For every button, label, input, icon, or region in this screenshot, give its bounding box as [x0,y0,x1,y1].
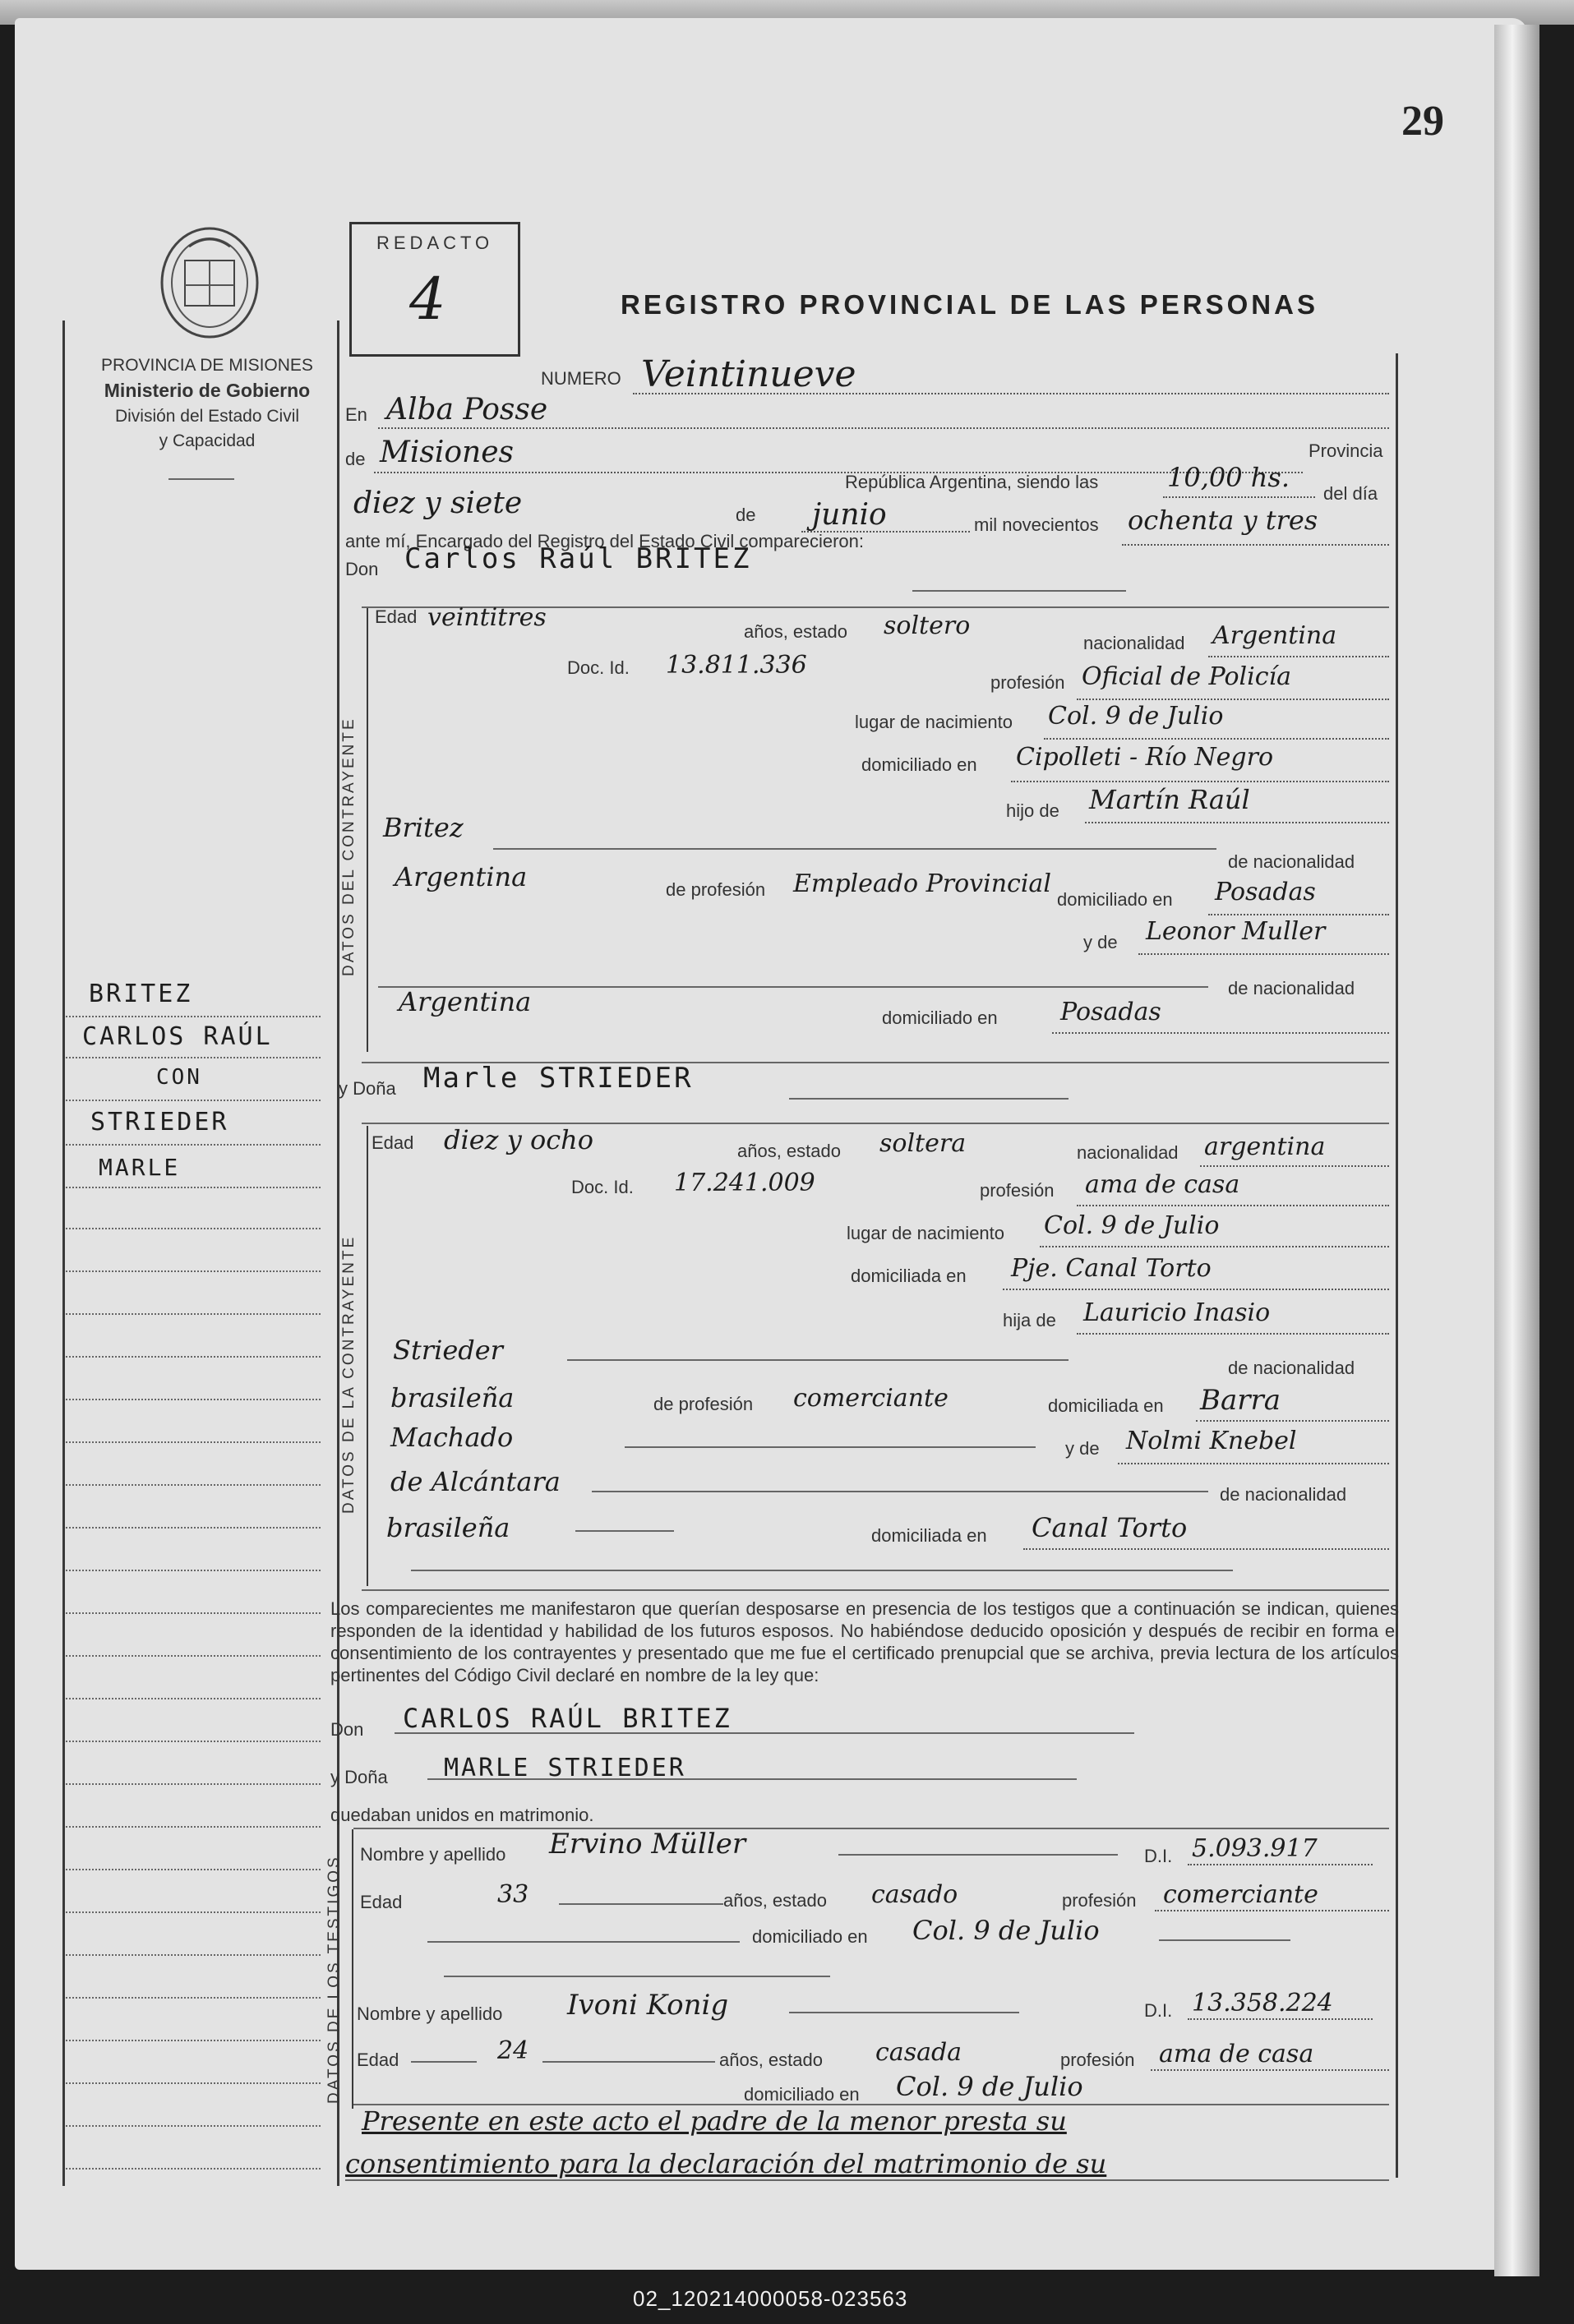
don-label: Don [345,559,379,579]
groom-hijo-label: hijo de [1006,800,1059,821]
groom-padre-apellido: Britez [383,812,464,843]
bride-hija-label: hija de [1003,1310,1056,1330]
margin-note-line-1: BRITEZ [89,980,193,1008]
mes-value: junio [812,498,887,532]
w1-nombre: Ervino Müller [549,1828,746,1861]
bride-madre-dom: Canal Torto [1032,1512,1188,1543]
bride-padre-apellido: Strieder [393,1335,503,1366]
bride-padre-dom-2: Machado [390,1422,514,1453]
groom-nac-label: nacionalidad [1083,633,1185,653]
groom-padre-nac: Argentina [395,861,528,892]
groom-estado-value: soltero [884,611,971,640]
w1-dom-label: domiciliado en [752,1926,868,1947]
groom-name: Carlos Raúl BRITEZ [404,542,752,575]
margin-note-line-2: CARLOS RAÚL [82,1022,273,1051]
bride-lugar-label: lugar de nacimiento [847,1223,1005,1243]
w2-di: 13.358.224 [1192,1989,1333,2017]
bride-dom-label: domiciliada en [851,1266,967,1286]
en-value: Alba Posse [386,393,548,427]
margin-note-line-4: STRIEDER [90,1108,229,1137]
unidos-text: quedaban unidos en matrimonio. [330,1805,594,1825]
groom-padre-prof-label: de profesión [666,879,766,900]
w1-estado: casado [871,1880,958,1909]
bride-madre-value: Nolmi Knebel [1126,1427,1297,1455]
w2-nombre: Ivoni Konig [567,1989,729,2022]
groom-edad-value: veintitres [427,603,547,632]
del-dia-label: del día [1323,483,1378,504]
w2-estado: casada [875,2038,962,2067]
groom-prof-value: Oficial de Policía [1082,662,1292,691]
w1-prof-label: profesión [1062,1890,1137,1911]
page-number: 29 [1401,98,1444,145]
numero-label: NUMERO [541,368,621,389]
en-label: En [345,404,367,425]
stamp-mark: 4 [409,265,446,333]
bride-madre-dom-label: domiciliada en [871,1525,987,1546]
bride-nac-value: argentina [1204,1132,1326,1161]
groom-padre-prof: Empleado Provincial [793,869,1051,898]
note-line-1: Presente en este acto el padre de la menor presta su [362,2105,1067,2137]
provincia-value: Misiones [380,436,515,469]
bride-doc-label: Doc. Id. [571,1177,634,1197]
witness-section-label: DATOS DE LOS TESTIGOS [325,1855,343,2104]
ministry-line-4: y Capacidad [159,431,256,450]
groom-madre-dom-label: domiciliado en [882,1008,998,1028]
w1-di: 5.093.917 [1192,1834,1318,1863]
decl-bride-name: MARLE STRIEDER [444,1754,686,1782]
bride-nac-label: nacionalidad [1077,1142,1179,1163]
w2-di-label: D.I. [1144,2000,1173,2021]
anio-value: ochenta y tres [1128,505,1318,536]
decl-groom-name: CARLOS RAÚL BRITEZ [403,1703,732,1734]
decl-don-label: Don [330,1719,364,1740]
dona-label: y Doña [339,1078,396,1099]
bride-madre-apellido: de Alcántara [390,1466,561,1497]
w2-nombre-label: Nombre y apellido [357,2004,503,2024]
bride-y-de-label: y de [1065,1438,1100,1459]
ministry-header [76,353,339,454]
groom-dom-value: Cipolleti - Río Negro [1016,743,1274,772]
w1-dom: Col. 9 de Julio [912,1915,1100,1946]
document-title: REGISTRO PROVINCIAL DE LAS PERSONAS [621,289,1318,320]
w2-prof: ama de casa [1159,2040,1314,2068]
numero-value: Veintinueve [641,353,856,395]
bride-edad-value: diez y ocho [444,1124,593,1155]
bride-doc-value: 17.241.009 [674,1169,815,1197]
w2-edad-label: Edad [357,2050,399,2070]
groom-padre-value: Martín Raúl [1089,784,1250,815]
groom-nac-value: Argentina [1212,621,1337,650]
w2-anos-label: años, estado [719,2050,823,2070]
provincia-label: Provincia [1309,440,1383,461]
bride-anos-label: años, estado [737,1141,841,1161]
republica-label: República Argentina, siendo las [845,472,1099,492]
ministry-line-1: PROVINCIA DE MISIONES [101,356,313,375]
w1-prof: comerciante [1163,1880,1318,1909]
bride-padre-dom-label: domiciliada en [1048,1395,1164,1416]
ministry-line-2: Ministerio de Gobierno [104,380,311,401]
groom-doc-label: Doc. Id. [567,657,630,678]
declaration-paragraph: Los comparecientes me manifestaron que querían desposarse en presencia de los testigos que a continuación se indican, quienes responden de la identidad y habilidad de los futuros esposos. No habiéndose deducido oposición y después de recibir en forma el consentimiento de los contrayentes y presentado que me fue el certificado prenupcial que se archiva, previa lectura de los artículos pertinentes del Código Civil declaré en nombre de la ley que: [330,1598,1399,1685]
mil-label: mil novecientos [974,514,1099,535]
book-spine [1494,25,1539,2276]
w2-dom: Col. 9 de Julio [896,2071,1083,2102]
groom-dom-label: domiciliado en [861,754,977,775]
bride-prof-value: ama de casa [1085,1170,1240,1199]
bride-name: Marle STRIEDER [423,1062,694,1095]
bride-padre-dom: Barra [1200,1384,1281,1417]
bride-lugar-value: Col. 9 de Julio [1044,1211,1220,1240]
left-margin-border [62,320,65,2186]
bride-madre-nac-label: de nacionalidad [1220,1484,1347,1505]
bride-section-label: DATOS DE LA CONTRAYENTE [340,1234,358,1514]
bride-edad-label: Edad [372,1132,414,1153]
bride-padre-nac-label: de nacionalidad [1228,1358,1355,1378]
w1-edad-label: Edad [360,1892,403,1912]
bride-padre-nac: brasileña [390,1382,515,1413]
stamp-label: REDACTO [376,233,494,253]
groom-prof-label: profesión [990,672,1065,693]
groom-padre-dom: Posadas [1215,878,1316,906]
hora-value: 10,00 hs. [1167,462,1290,493]
w1-edad: 33 [497,1880,529,1909]
scan-id: 02_120214000058-023563 [633,2286,908,2311]
right-border [1396,353,1398,2178]
bride-padre-value: Lauricio Inasio [1083,1298,1271,1327]
groom-lugar-value: Col. 9 de Julio [1048,702,1224,731]
ministry-line-3: División del Estado Civil [114,407,300,426]
bride-madre-nac: brasileña [386,1512,510,1543]
redacto-stamp [349,222,520,357]
groom-lugar-label: lugar de nacimiento [855,712,1013,732]
groom-section-label: DATOS DEL CONTRAYENTE [340,717,358,976]
groom-madre-nac-label: de nacionalidad [1228,978,1355,998]
w1-nombre-label: Nombre y apellido [360,1844,506,1865]
groom-edad-label: Edad [375,606,418,627]
dia-value: diez y siete [353,486,523,520]
w2-prof-label: profesión [1060,2050,1135,2070]
groom-padre-nac-label: de nacionalidad [1228,851,1355,872]
w2-dom-label: domiciliado en [744,2084,860,2105]
ante-mi-label: ante mí, Encargado del Registro del Estado Civil comparecieron: [345,531,864,551]
groom-madre-nac: Argentina [399,986,532,1017]
decl-dona-label: y Doña [330,1767,388,1787]
de-label: de [345,449,366,469]
margin-note-line-5: MARLE [99,1154,181,1181]
groom-madre-value: Leonor Muller [1146,917,1326,946]
bride-prof-label: profesión [980,1180,1055,1201]
w1-di-label: D.I. [1144,1846,1173,1866]
w1-anos-label: años, estado [723,1890,827,1911]
note-line-2: consentimiento para la declaración del matrimonio de su [345,2148,1107,2179]
groom-anos-label: años, estado [744,621,847,642]
bride-dom-value: Pje. Canal Torto [1011,1254,1212,1283]
w2-edad: 24 [497,2036,529,2065]
bride-padre-prof-label: de profesión [653,1394,754,1414]
de-mes-label: de [736,505,756,525]
provincial-seal-icon [156,224,263,347]
groom-madre-dom: Posadas [1060,998,1161,1026]
groom-doc-value: 13.811.336 [666,651,807,680]
bride-padre-prof: comerciante [793,1384,949,1413]
margin-note-line-3: CON [156,1065,202,1090]
bride-estado-value: soltera [879,1129,967,1158]
groom-padre-dom-label: domiciliado en [1057,889,1173,910]
groom-y-de-label: y de [1083,932,1118,952]
